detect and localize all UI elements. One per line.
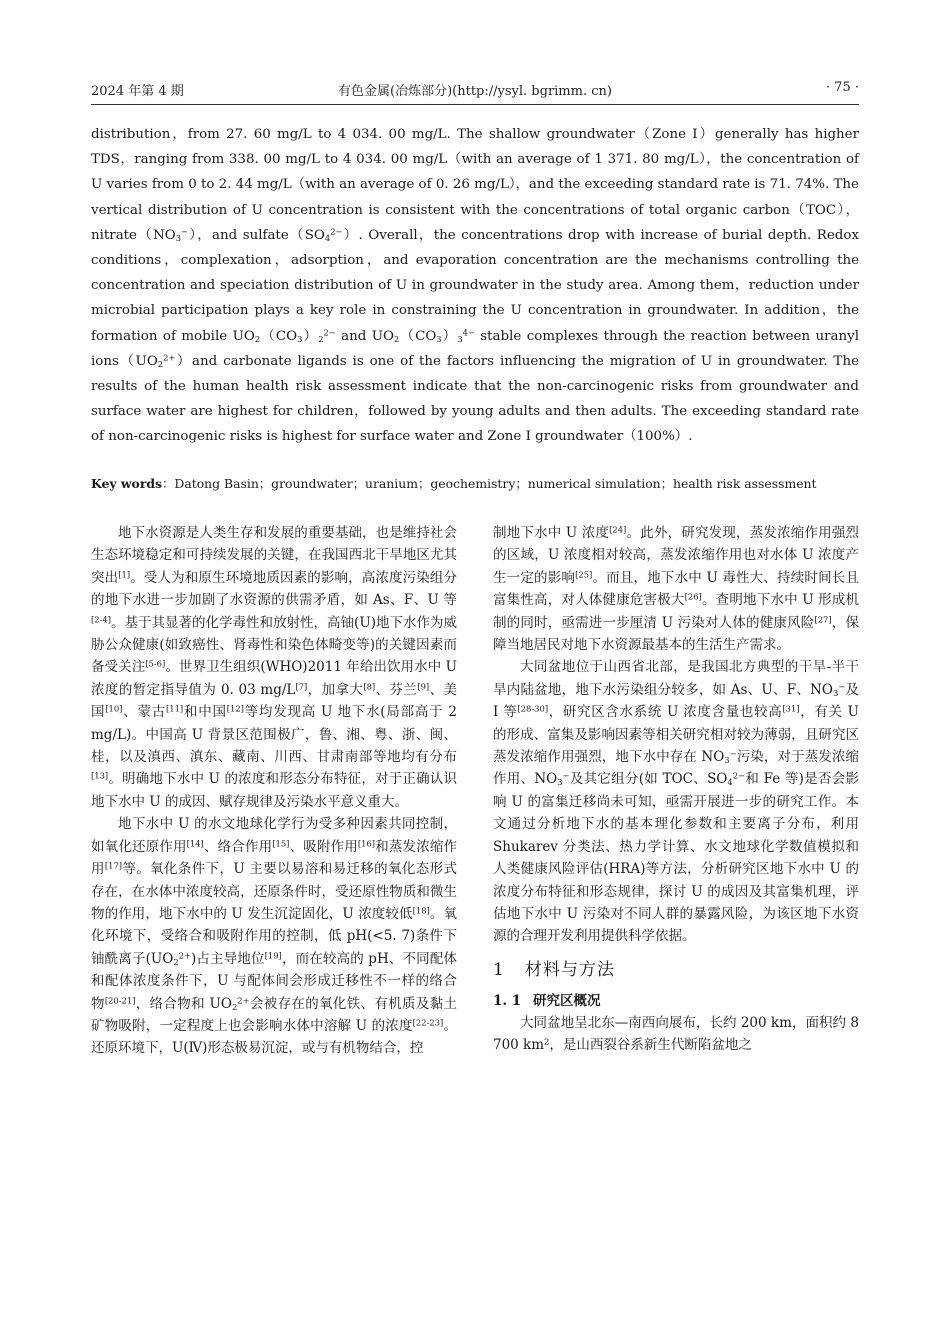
text-run: 制地下水中 U 浓度 bbox=[493, 525, 610, 541]
superscript-text: [26] bbox=[684, 591, 702, 602]
superscript-text: 2 bbox=[544, 1036, 550, 1047]
superscript-text: [10] bbox=[105, 703, 123, 714]
subscript-text: 2 bbox=[157, 358, 164, 369]
subscript-text: 4 bbox=[727, 777, 733, 788]
text-run: 。此外，研究发现，蒸发浓缩作用强烈的区域，U 浓度相对较高，蒸发浓缩作用也对水体 U 浓度产生一定的影响 bbox=[493, 525, 860, 586]
running-header bbox=[91, 80, 859, 100]
superscript-text: [12] bbox=[226, 703, 244, 714]
subscript-text: 3 bbox=[297, 333, 303, 344]
text-run: 。明确地下水中 U 的浓度和形态分布特征，对于正确认识地下水中 U 的成因、赋存规律及污染水平意义重大。 bbox=[91, 771, 457, 810]
issue-label: 2024 年第 4 期 bbox=[91, 84, 184, 99]
body-column-left bbox=[91, 522, 457, 1060]
superscript-text: [7] bbox=[295, 681, 308, 692]
text-run: )占主导地位 bbox=[190, 950, 265, 967]
text-run: 大同盆地呈北东—南西向展布，长约 200 km，面积约 8 700 km bbox=[493, 1014, 859, 1054]
text-run: ，络合物和 UO bbox=[135, 995, 232, 1012]
keywords-label: Key words bbox=[91, 476, 162, 491]
text-run: ，有关 U 的形成、富集及影响因素等相关研究相对较为薄弱，且研究区蒸发浓缩作用强烈，地下水中存在 NO bbox=[493, 704, 860, 766]
text-run: 。氧化环境下，受络合和吸附作用的控制，低 pH(<5. 7)条件下铀酰离子(UO bbox=[91, 905, 457, 967]
subscript-text: 3 bbox=[436, 333, 442, 344]
english-abstract bbox=[91, 122, 859, 450]
superscript-text: [28-30] bbox=[517, 703, 549, 714]
superscript-text: [16] bbox=[357, 838, 376, 849]
superscript-text: [13] bbox=[91, 770, 109, 781]
subscript-text: 2 bbox=[394, 333, 400, 344]
text-run: 、芬兰 bbox=[375, 681, 418, 698]
subscript-text: 2 bbox=[231, 1001, 238, 1012]
superscript-text: [18] bbox=[412, 905, 430, 916]
section-heading-1 bbox=[493, 958, 859, 982]
superscript-text: 2+ bbox=[237, 994, 250, 1005]
subscript-text: 2 bbox=[254, 333, 261, 344]
text-run: ） bbox=[302, 328, 319, 344]
superscript-text: [22-23] bbox=[412, 1017, 444, 1028]
intro-paragraph-1 bbox=[91, 522, 457, 813]
study-area-paragraph bbox=[493, 1012, 859, 1057]
superscript-text: 2+ bbox=[163, 352, 176, 363]
text-run: 污染，对于蒸发浓缩作用、NO bbox=[493, 749, 860, 788]
text-run: 及其它组分(如 TOC、SO bbox=[569, 771, 728, 788]
text-run: ） bbox=[441, 328, 458, 344]
subscript-text: 3 bbox=[557, 777, 563, 788]
subscript-text: 4 bbox=[324, 232, 331, 243]
text-run: （CO bbox=[260, 328, 298, 344]
text-run: distribution，from 27. 60 mg/L to 4 034. 00 mg/L. The shallow groundwater（Zone Ⅰ）generally has higher TDS，ranging from 338. 00 mg/L to 4 034. 00 mg/L（with an average of 1 371. 80 mg/L），the concentration of U varies from 0 to 2. 44 mg/L（with an average of 0. 26 mg/L），and the exceeding standard rate is 71. 74%. The vertical distribution of U concentration is consistent with the concentrations of total organic carbon（TOC），nitrate（NO bbox=[91, 127, 859, 243]
header-rule bbox=[91, 104, 859, 105]
text-run: 、络合作用 bbox=[203, 838, 273, 855]
superscript-text: [24] bbox=[609, 524, 627, 535]
text-run: 及 I 等 bbox=[493, 681, 860, 721]
subscript-text: 2 bbox=[173, 956, 179, 967]
text-run: 等。氧化条件下，U 主要以易溶和易迁移的氧化态形式存在，在水体中浓度较高，还原条件时，受还原性物质和微生物的作用，地下水中的 U 发生沉淀固化，U 浓度较低 bbox=[91, 861, 458, 922]
superscript-text: [19] bbox=[264, 950, 282, 961]
text-run: 地下水中 U 的水文地球化学行为受多种因素共同控制，如氧化还原作用 bbox=[91, 816, 457, 855]
superscript-text: [15] bbox=[272, 838, 290, 849]
superscript-text: − bbox=[180, 226, 188, 237]
superscript-text: − bbox=[562, 770, 570, 781]
superscript-text: [8] bbox=[363, 681, 376, 692]
text-run: ，研究区含水系统 U 浓度含量也较高 bbox=[548, 704, 783, 721]
text-run: 。基于其显著的化学毒性和放射性，高铀(U)地下水作为威胁公众健康(如致癌性、肾毒性和染色体畸变等)的关键因素而备受关注 bbox=[91, 614, 457, 676]
text-run: 会被存在的氧化铁、有机质及黏土矿物吸附，一定程度上也会影响水体中溶解 U 的浓度 bbox=[91, 995, 457, 1034]
text-run: ，加拿大 bbox=[307, 681, 364, 698]
abstract-paragraph bbox=[91, 122, 859, 450]
superscript-text: [31] bbox=[782, 703, 800, 714]
superscript-text: − bbox=[729, 748, 737, 759]
text-run: 、吸附作用 bbox=[289, 838, 358, 855]
intro-paragraph-2-continued bbox=[493, 522, 859, 656]
subscript-text: 3 bbox=[724, 755, 730, 766]
superscript-text: 4− bbox=[462, 327, 475, 338]
superscript-text: [2-4] bbox=[91, 614, 111, 625]
text-run: 、蒙古 bbox=[122, 704, 166, 721]
text-run: 。受人为和原生环境地质因素的影响，高浓度污染组分的地下水进一步加剧了水资源的供需矛盾，如 As、F、U 等 bbox=[91, 569, 458, 609]
text-run: ，而在较高的 pH、不同配体和配体浓度条件下，U 与配体间会形成迁移性不一样的络合物 bbox=[91, 950, 457, 1012]
subscript-text: 3 bbox=[175, 232, 181, 243]
text-run: ，保障当地居民对地下水资源最基本的生活生产需求。 bbox=[493, 614, 859, 654]
text-run: ）and carbonate ligands is one of the factors influencing the migration of U in groundwater. The results of the human health risk assessment indicate that the non-carcinogenic risks from groundwater and surface water are highest for children，followed by young adults and then adults. The exceeding standard rate of non-carcinogenic risks is highest for surface water and Zone Ⅰ groundwater（100%）. bbox=[91, 353, 860, 445]
subscript-text: 3 bbox=[457, 333, 463, 344]
superscript-text: − bbox=[838, 681, 846, 692]
text-run: 。世界卫生组织(WHO)2011 年给出饮用水中 U 浓度的暂定指导值为 0. 03 mg/L bbox=[91, 659, 457, 698]
section-number: 1 bbox=[493, 959, 505, 980]
text-run: ），and sulfate（SO bbox=[187, 227, 325, 243]
journal-title: 有色金属(冶炼部分)(http://ysyl. bgrimm. cn) bbox=[338, 84, 612, 99]
body-column-right bbox=[493, 522, 859, 1057]
subsection-number: 1. 1 bbox=[493, 992, 522, 1009]
superscript-text: [1] bbox=[118, 569, 131, 580]
keywords-line bbox=[91, 473, 859, 495]
text-run: （CO bbox=[399, 328, 437, 344]
superscript-text: [9] bbox=[417, 681, 430, 692]
text-run: 大同盆地位于山西省北部，是我国北方典型的干旱-半干旱内陆盆地，地下水污染组分较多，如 As、U、F、NO bbox=[493, 659, 859, 698]
text-run: 。查明地下水中 U 形成机制的同时，亟需进一步厘清 U 污染对人体的健康风险 bbox=[493, 592, 859, 631]
superscript-text: 2+ bbox=[178, 950, 191, 961]
keywords-list: ：Datong Basin；groundwater；uranium；geochemistry；numerical simulation；health risk assessment bbox=[162, 476, 817, 491]
subscript-text: 2 bbox=[318, 333, 324, 344]
superscript-text: [25] bbox=[575, 569, 593, 580]
text-run: 地下水资源是人类生存和发展的重要基础，也是维持社会生态环境稳定和可持续发展的关键，在我国西北干旱地区尤其突出 bbox=[91, 525, 457, 586]
subsection-heading-1-1 bbox=[493, 990, 859, 1012]
superscript-text: [14] bbox=[186, 838, 204, 849]
text-run: ）. Overall，the concentrations drop with increase of burial depth. Redox conditions，complexation，adsorption，and evaporation concentration are the mechanisms controlling the concentration and speciation distribution of U in groundwater in the study area. Among them，reduction under microbial participation plays a key role in constraining the U concentration in groundwater. In addition，the formation of mobile UO bbox=[91, 227, 859, 344]
text-run: 和 Fe 等)是否会影响 U 的富集迁移尚未可知，亟需开展进一步的研究工作。本文通过分析地下水的基本理化参数和主要离子分布，利用 Shukarev 分类法、热力学计算、水文地球化学数值模拟和人类健康风险评估(HRA)等方法，分析研究区地下水中 U 的浓度分布特征和形态规律，探讨 U 的成因及其富集机理，评估地下水中 U 污染对不同人群的暴露风险，为该区地下水资源的合理开发利用提供科学依据。 bbox=[493, 771, 860, 945]
text-run: 。还原环境下，U(Ⅳ)形态极易沉淀，或与有机物结合，控 bbox=[91, 1017, 457, 1057]
text-run: 和蒸发浓缩作用 bbox=[91, 838, 458, 878]
text-run: 。而且，地下水中 U 毒性大、持续时间长且富集性高，对人体健康危害极大 bbox=[493, 569, 859, 609]
text-run: 、美国 bbox=[91, 681, 458, 721]
subscript-text: 3 bbox=[832, 687, 839, 698]
text-run: 和中国 bbox=[183, 704, 227, 721]
text-run: 等均发现高 U 地下水(局部高于 2 mg/L)。中国高 U 背景区范围极广，鲁、湘、粤、浙、闽、桂，以及滇西、滇东、藏南、川西、甘肃南部等地均有分布 bbox=[91, 704, 458, 766]
subsection-title: 研究区概况 bbox=[533, 992, 601, 1009]
text-run: ，是山西裂谷系新生代断陷盆地之 bbox=[549, 1037, 752, 1054]
intro-paragraph-3 bbox=[493, 656, 859, 947]
superscript-text: [20-21] bbox=[104, 994, 136, 1005]
superscript-text: [5-6] bbox=[145, 658, 166, 669]
intro-paragraph-2 bbox=[91, 813, 457, 1059]
superscript-text: 2− bbox=[330, 226, 343, 237]
text-run: and UO bbox=[335, 328, 395, 344]
superscript-text: 2− bbox=[732, 770, 746, 781]
page-number: · 75 · bbox=[825, 80, 859, 95]
text-run: stable complexes through the reaction between uranyl ions（UO bbox=[91, 328, 859, 369]
superscript-text: [11] bbox=[166, 703, 184, 714]
superscript-text: [17] bbox=[104, 860, 123, 871]
section-title: 材料与方法 bbox=[525, 959, 615, 980]
superscript-text: [27] bbox=[814, 614, 832, 625]
superscript-text: 2− bbox=[323, 327, 336, 338]
